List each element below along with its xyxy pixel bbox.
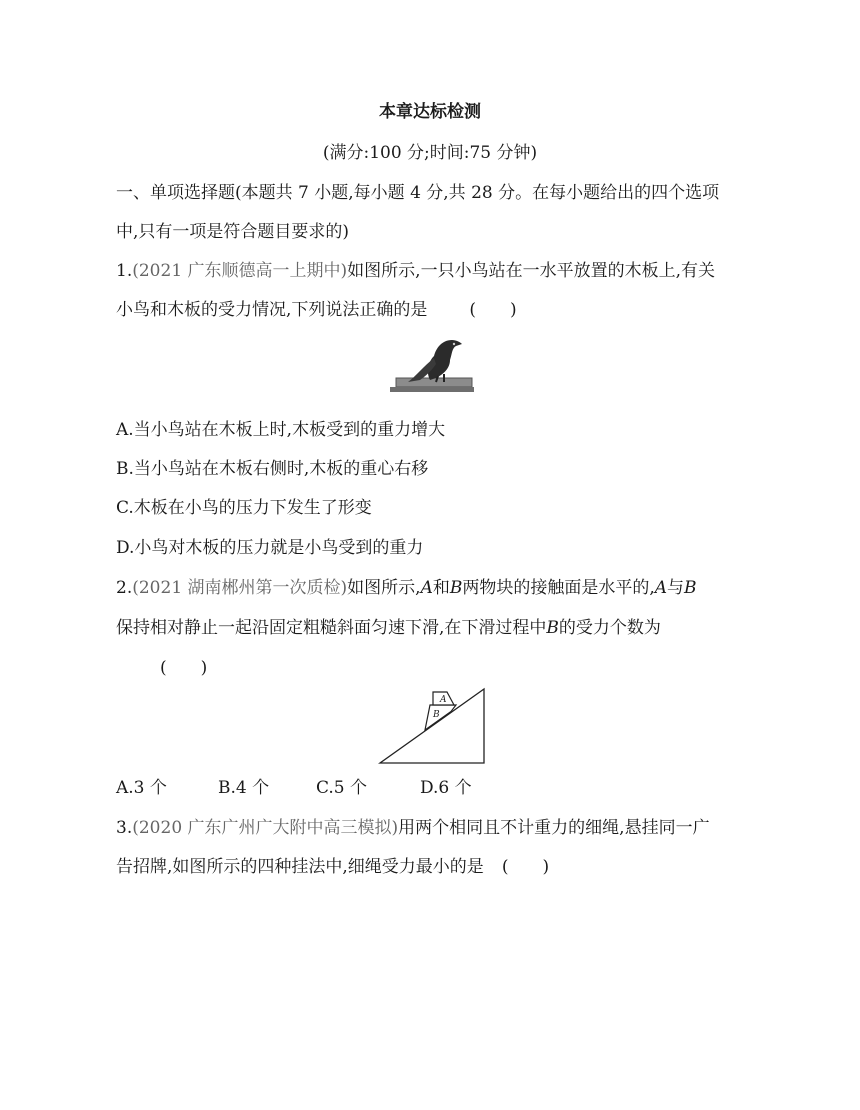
q2-line2-text-a: 保持相对静止一起沿固定粗糙斜面匀速下滑,在下滑过程中: [116, 618, 547, 638]
section-heading-line1: 一、单项选择题(本题共 7 小题,每小题 4 分,共 28 分。在每小题给出的四个选项: [116, 183, 720, 203]
q3-source: (2020 广东广州广大附中高三模拟): [132, 818, 399, 838]
q2-line1-text-d: 与: [667, 578, 685, 598]
q1-line2-text: 小鸟和木板的受力情况,下列说法正确的是: [116, 300, 428, 320]
bird-on-board-figure: [390, 336, 482, 396]
page-title: 本章达标检测: [379, 102, 481, 122]
q1-source: (2021 广东顺德高一上期中): [132, 261, 348, 281]
q2-option-c: C.5 个: [316, 778, 368, 798]
q2-option-b: B.4 个: [218, 778, 270, 798]
q2-line2: [116, 616, 756, 640]
q2-line2-text-b: 的受力个数为: [558, 618, 661, 638]
q2-var-b2: B: [684, 578, 697, 598]
q1-option-c: C.木板在小鸟的压力下发生了形变: [116, 498, 372, 518]
q2-line1: [116, 576, 756, 600]
q1-number: 1.: [116, 261, 133, 281]
q3-line1-text: 用两个相同且不计重力的细绳,悬挂同一广: [398, 818, 710, 838]
q1-line2: [116, 298, 756, 322]
q2-option-d: D.6 个: [420, 778, 472, 798]
q2-var-b: B: [449, 578, 463, 598]
q1-line1-text: 如图所示,一只小鸟站在一水平放置的木板上,有关: [347, 261, 715, 281]
q2-line1-text-a: 如图所示,: [347, 578, 421, 598]
q2-var-a: A: [420, 578, 433, 598]
q1-option-b: B.当小鸟站在木板右侧时,木板的重心右移: [116, 459, 429, 479]
q1-option-a: A.当小鸟站在木板上时,木板受到的重力增大: [116, 420, 446, 440]
q2-var-a2: A: [654, 578, 668, 598]
q1-answer-blank: ( ): [469, 300, 517, 320]
q2-options: [116, 776, 756, 800]
q2-var-b3: B: [546, 618, 559, 638]
q3-line1: [116, 816, 756, 840]
figure-label-b: B: [433, 710, 440, 720]
q3-line2-text: 告招牌,如图所示的四种挂法中,细绳受力最小的是: [116, 857, 484, 877]
q3-answer-blank: ( ): [501, 857, 550, 877]
q3-number: 3.: [116, 818, 133, 838]
q2-number: 2.: [116, 578, 133, 598]
q2-source: (2021 湖南郴州第一次质检): [132, 578, 348, 598]
q2-option-a: A.3 个: [116, 778, 167, 798]
q2-answer-blank: ( ): [160, 658, 208, 678]
q3-line2: [116, 855, 756, 879]
q1-option-d: D.小鸟对木板的压力就是小鸟受到的重力: [116, 538, 424, 558]
q2-line1-text-c: 两物块的接触面是水平的,: [462, 578, 655, 598]
incline-blocks-figure: [378, 686, 490, 766]
figure-label-a: A: [440, 695, 447, 705]
section-heading-line2: 中,只有一项是符合题目要求的): [116, 222, 350, 242]
q2-line1-text-b: 和: [432, 578, 450, 598]
page-subtitle: (满分:100 分;时间:75 分钟): [322, 143, 538, 163]
q1-line1: [116, 259, 756, 283]
